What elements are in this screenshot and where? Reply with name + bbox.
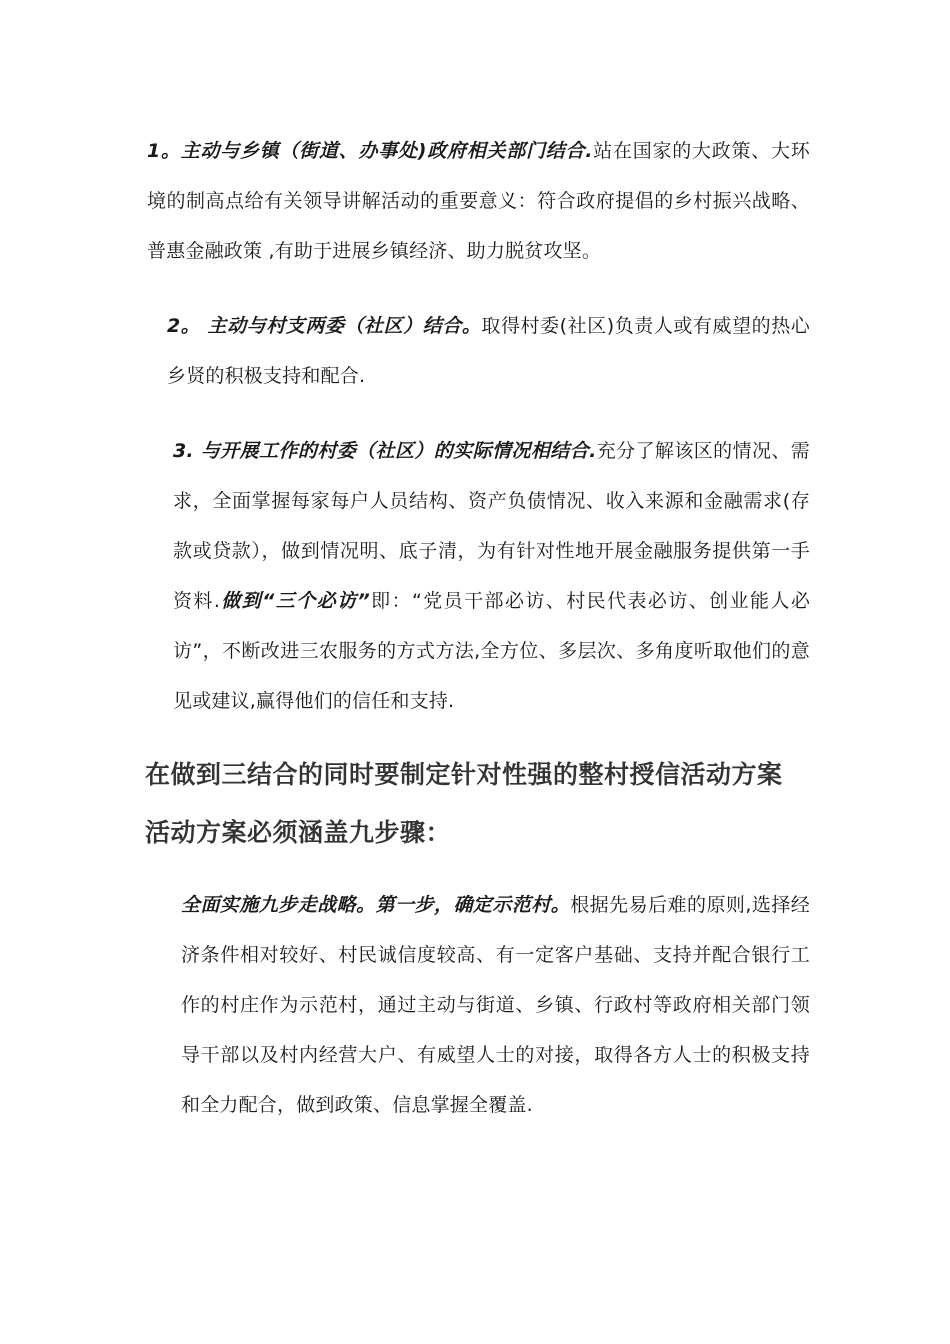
- section-heading-line-2: 活动方案必须涵盖九步骤：: [145, 818, 452, 847]
- paragraph-1-body: 站在国家的大政策、大环境的制高点给有关领导讲解活动的重要意义：符合政府提倡的乡村振兴战略、普惠金融政策 ,有助于进展乡镇经济、助力脱贫攻坚。: [147, 140, 810, 262]
- document-page: [145, 126, 810, 1130]
- paragraph-3-body-2: 即：“党员干部必访、村民代表必访、创业能人必访”，不断改进三农服务的方式方法,全方位、多层次、多角度听取他们的意见或建议,赢得他们的信任和支持.: [173, 590, 811, 712]
- paragraph-2: [145, 301, 810, 401]
- paragraph-2-lead: 2。 主动与村支两委（社区）结合。: [167, 315, 482, 337]
- paragraph-2-body: 取得村委(社区)负责人或有威望的热心乡贤的积极支持和配合.: [167, 315, 810, 387]
- paragraph-5-body: 根据先易后难的原则,选择经济条件相对较好、村民诚信度较高、有一定客户基础、支持并配合银行工作的村庄作为示范村，通过主动与街道、乡镇、行政村等政府相关部门领导干部以及村内经营大户、有威望人士的对接，取得各方人士的积极支持和全力配合，做到政策、信息掌握全覆盖.: [181, 894, 810, 1116]
- paragraph-1-lead: 1。主动与乡镇（街道、办事处)政府相关部门结合.: [147, 140, 593, 162]
- paragraph-5: [145, 880, 810, 1130]
- paragraph-5-lead: 全面实施九步走战略。第一步，确定示范村。: [181, 894, 571, 916]
- paragraph-3-body: 充分了解该区的情况、需求，全面掌握每家每户人员结构、资产负债情况、收入来源和金融需求(存款或贷款），做到情况明、底子清，为有针对性地开展金融服务提供第一手资料.: [173, 440, 810, 612]
- paragraph-3-lead-2: 做到“三个必访”: [220, 590, 370, 612]
- section-heading-line-1: 在做到三结合的同时要制定针对性强的整村授信活动方案: [145, 760, 783, 789]
- section-heading: [145, 746, 810, 862]
- paragraph-1: [145, 126, 810, 276]
- paragraph-3-lead: 3. 与开展工作的村委（社区）的实际情况相结合.: [173, 440, 597, 462]
- paragraph-3: [145, 426, 810, 726]
